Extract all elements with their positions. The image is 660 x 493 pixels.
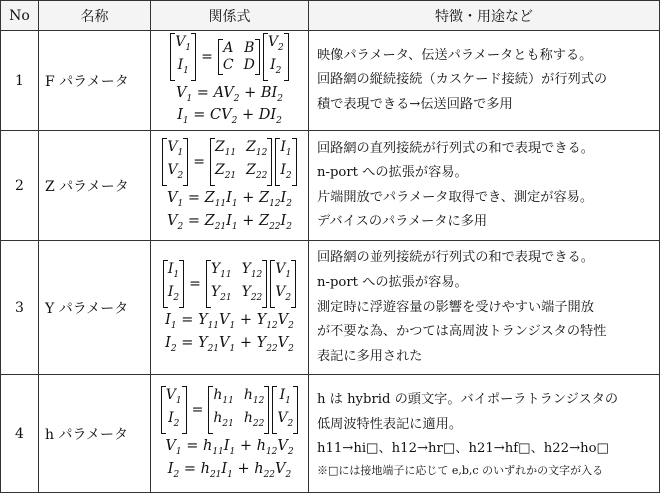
feature-line: n-port への拡張が容易。	[317, 274, 468, 290]
parameter-matrix: $Z_{11}$ $Z_{12}$ $Z_{21}$ $Z_{22}$	[210, 138, 272, 186]
rhs-vector: $I_1$ $V_2$	[272, 386, 298, 434]
equation-line: $V_1 = Z_{11}I_1 + Z_{12}I_2$	[167, 189, 292, 209]
parameter-name: h パラメータ	[39, 375, 151, 493]
rhs-vector: $V_2$ $I_2$	[263, 33, 289, 81]
matrix-equation: $V_1$ $I_2$ = $h_{11}$ $h_{12}$ $h_{21}$ $h_{22}$ $I_1$ $V_2$	[161, 386, 298, 434]
equation-line: $V_1 = h_{11}I_1 + h_{12}V_2$	[165, 437, 294, 457]
feature-line: 積で表現できる→伝送回路で多用	[317, 96, 513, 112]
row-number: 4	[1, 375, 39, 493]
feature-line: 低周波特性表記に適用。	[317, 416, 463, 432]
features-cell	[309, 375, 660, 493]
relation-formula	[151, 31, 309, 131]
header-row	[1, 1, 660, 31]
feature-line: 回路網の並列接続が行列式の和で表現できる。	[317, 250, 594, 266]
feature-line: n-port への拡張が容易。	[317, 165, 468, 181]
parameter-name: F パラメータ	[39, 31, 151, 131]
table-row	[1, 375, 660, 493]
table-row	[1, 31, 660, 131]
parameter-matrix: A B C D	[218, 39, 260, 75]
feature-line: 映像パラメータ、伝送パラメータとも称する。	[317, 47, 593, 63]
feature-line: 片端開放でパラメータ取得でき、測定が容易。	[317, 189, 594, 205]
feature-line: 測定時に浮遊容量の影響を受けやすい端子開放	[317, 299, 594, 315]
equation-line: $I_1 = CV_2 + DI_2$	[177, 107, 282, 127]
relation-formula	[151, 131, 309, 241]
feature-line: が不要な為、かつては高周波トランジスタの特性	[317, 324, 607, 340]
note-text: ※□には接地端子に応じて e,b,c のいずれかの文字が入る	[317, 463, 604, 477]
feature-line: 表記に多用された	[317, 348, 423, 364]
rhs-vector: $V_1$ $V_2$	[270, 260, 296, 308]
features-cell	[309, 131, 660, 241]
features-cell	[309, 241, 660, 375]
row-number: 1	[1, 31, 39, 131]
linear-equations	[151, 190, 308, 236]
row-number: 3	[1, 241, 39, 375]
equation-line: $I_2 = Y_{21}V_1 + Y_{22}V_2$	[165, 334, 294, 354]
equation-line: $V_2 = Z_{21}I_1 + Z_{22}I_2$	[167, 212, 292, 232]
equation-line: $V_1 = AV_2 + BI_2$	[175, 84, 284, 104]
parameter-name: Y パラメータ	[39, 241, 151, 375]
matrix-equation: $V_1$ $I_1$ = A B C D $V_2$ $I_2$	[170, 33, 288, 81]
feature-line: 回路網の直列接続が行列式の和で表現できる。	[317, 140, 594, 156]
feature-line: h は hybrid の頭文字。バイポーラトランジスタの	[317, 391, 619, 407]
lhs-vector: $I_1$ $I_2$	[163, 260, 184, 308]
header-no: No	[1, 1, 39, 31]
feature-line: 回路網の縦続接続（カスケード接続）が行列式の	[317, 72, 608, 88]
features-cell	[309, 31, 660, 131]
parameter-matrix: $Y_{11}$ $Y_{12}$ $Y_{21}$ $Y_{22}$	[206, 260, 267, 308]
equation-line: $I_1 = Y_{11}V_1 + Y_{12}V_2$	[165, 311, 294, 331]
lhs-vector: $V_1$ $I_2$	[161, 386, 187, 434]
table-row	[1, 131, 660, 241]
feature-line: h11→hi□、h12→hr□、h21→hf□、h22→ho□	[317, 441, 610, 457]
table-row	[1, 241, 660, 375]
linear-equations	[151, 85, 308, 131]
feature-line: デバイスのパラメータに多用	[317, 214, 488, 230]
parameter-matrix: $h_{11}$ $h_{12}$ $h_{21}$ $h_{22}$	[208, 386, 269, 434]
parameter-name: Z パラメータ	[39, 131, 151, 241]
header-name: 名称	[39, 1, 151, 31]
linear-equations	[151, 438, 308, 484]
lhs-vector: $V_1$ $I_1$	[170, 33, 196, 81]
relation-formula	[151, 375, 309, 493]
linear-equations	[151, 312, 308, 358]
equation-line: $I_2 = h_{21}I_1 + h_{22}V_2$	[167, 460, 292, 480]
relation-formula	[151, 241, 309, 375]
matrix-equation: $V_1$ $V_2$ = $Z_{11}$ $Z_{12}$ $Z_{21}$ $Z_{22}$ $I_1$ $I_2$	[162, 138, 296, 186]
row-number: 2	[1, 131, 39, 241]
header-features: 特徴・用途など	[309, 1, 660, 31]
header-relation: 関係式	[151, 1, 309, 31]
matrix-equation: $I_1$ $I_2$ = $Y_{11}$ $Y_{12}$ $Y_{21}$ $Y_{22}$ $V_1$ $V_2$	[163, 260, 296, 308]
rhs-vector: $I_1$ $I_2$	[275, 138, 296, 186]
lhs-vector: $V_1$ $V_2$	[162, 138, 188, 186]
